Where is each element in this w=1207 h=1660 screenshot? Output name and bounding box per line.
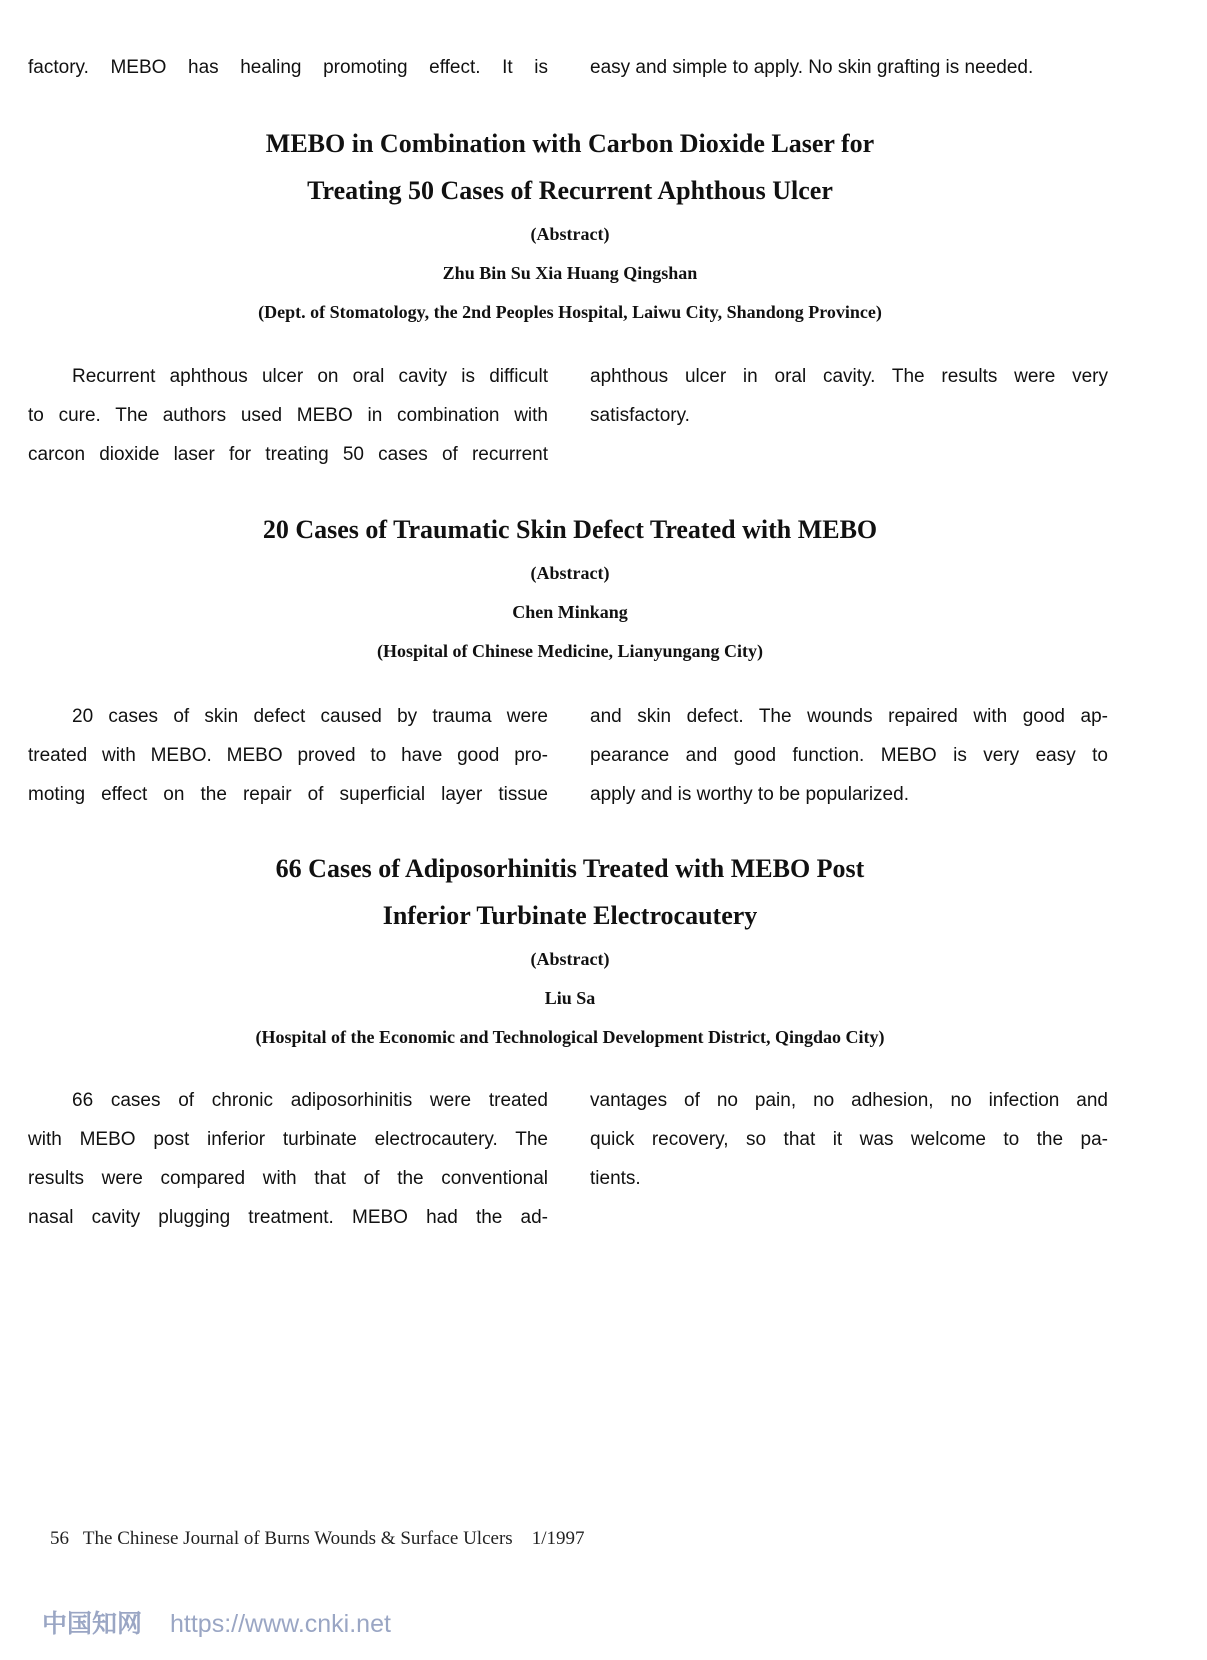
text-line: and skin defect. The wounds repaired with good ap- bbox=[590, 706, 1108, 727]
text-line: nasal cavity plugging treatment. MEBO had the ad- bbox=[28, 1207, 548, 1228]
abstract-label: (Abstract) bbox=[530, 224, 610, 244]
affiliation: (Hospital of the Economic and Technological Development District, Qingdao City) bbox=[255, 1027, 885, 1047]
text-line: with MEBO post inferior turbinate electrocautery. The bbox=[28, 1129, 548, 1150]
continued-text-right bbox=[590, 48, 1108, 87]
article-2-header bbox=[0, 506, 1140, 671]
abstract-label: (Abstract) bbox=[530, 563, 610, 583]
text-line: satisfactory. bbox=[590, 405, 690, 426]
text-line: tients. bbox=[590, 1168, 641, 1189]
body-left-column bbox=[28, 357, 548, 474]
article-title: Inferior Turbinate Electrocautery bbox=[382, 901, 758, 930]
article-title: Treating 50 Cases of Recurrent Aphthous Ulcer bbox=[307, 176, 833, 205]
abstract-label: (Abstract) bbox=[530, 949, 610, 969]
text-line: quick recovery, so that it was welcome to the pa- bbox=[590, 1129, 1108, 1150]
text-line: factory. MEBO has healing promoting effect. It is bbox=[28, 57, 548, 78]
article-title: MEBO in Combination with Carbon Dioxide Laser for bbox=[265, 129, 875, 158]
text-line: Recurrent aphthous ulcer on oral cavity is difficult bbox=[72, 366, 548, 387]
authors: Chen Minkang bbox=[512, 602, 628, 622]
page-footer bbox=[50, 1528, 584, 1550]
body-right-column bbox=[590, 1081, 1108, 1198]
text-line: to cure. The authors used MEBO in combination with bbox=[28, 405, 548, 426]
journal-name: The Chinese Journal of Burns Wounds & Surface Ulcers bbox=[82, 1528, 513, 1549]
text-line: results were compared with that of the conventional bbox=[28, 1168, 548, 1189]
text-line: 20 cases of skin defect caused by trauma were bbox=[72, 706, 548, 727]
affiliation: (Dept. of Stomatology, the 2nd Peoples Hospital, Laiwu City, Shandong Province) bbox=[258, 302, 882, 322]
article-title: 66 Cases of Adiposorhinitis Treated with MEBO Post bbox=[275, 854, 865, 883]
article-title: 20 Cases of Traumatic Skin Defect Treated with MEBO bbox=[262, 515, 878, 544]
continued-text-left bbox=[28, 48, 548, 87]
text-line: vantages of no pain, no adhesion, no infection and bbox=[590, 1090, 1108, 1111]
issue-number: 1/1997 bbox=[531, 1528, 585, 1549]
text-line: easy and simple to apply. No skin grafting is needed. bbox=[590, 57, 1034, 78]
text-line: carcon dioxide laser for treating 50 cases of recurrent bbox=[28, 444, 548, 465]
text-line: treated with MEBO. MEBO proved to have good pro- bbox=[28, 745, 548, 766]
affiliation: (Hospital of Chinese Medicine, Lianyungang City) bbox=[376, 641, 764, 661]
body-left-column bbox=[28, 1081, 548, 1237]
text-line: apply and is worthy to be popularized. bbox=[590, 784, 909, 805]
body-right-column bbox=[590, 357, 1108, 435]
article-3-header bbox=[0, 845, 1140, 1057]
body-left-column bbox=[28, 697, 548, 814]
authors: Zhu Bin Su Xia Huang Qingshan bbox=[442, 263, 698, 283]
text-line: moting effect on the repair of superficial layer tissue bbox=[28, 784, 548, 805]
text-line: 66 cases of chronic adiposorhinitis were treated bbox=[72, 1090, 548, 1111]
page-number: 56 bbox=[50, 1528, 69, 1549]
article-1-header bbox=[0, 120, 1140, 332]
text-line: aphthous ulcer in oral cavity. The results were very bbox=[590, 366, 1108, 387]
body-right-column bbox=[590, 697, 1108, 814]
cnki-url: https://www.cnki.net bbox=[170, 1610, 391, 1638]
authors: Liu Sa bbox=[544, 988, 596, 1008]
cnki-logo-text: 中国知网 bbox=[42, 1610, 143, 1638]
cnki-watermark bbox=[42, 1604, 391, 1640]
text-line: pearance and good function. MEBO is very easy to bbox=[590, 745, 1108, 766]
